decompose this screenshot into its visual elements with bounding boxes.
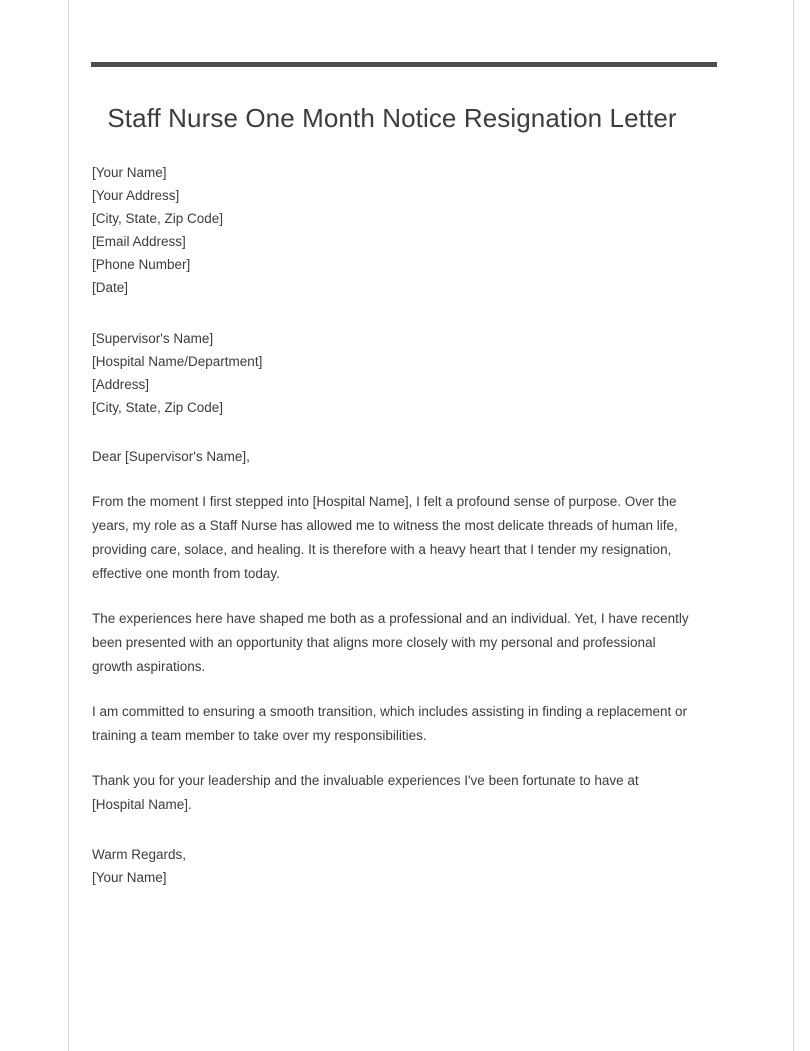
closing-salutation: Warm Regards, — [92, 847, 187, 862]
signature-name: [Your Name] — [92, 870, 167, 885]
body-paragraph-2: The experiences here have shaped me both as a professional and an individual. Yet, I have recently been presented with an opportunity that aligns more closely with my personal and professional growth aspirations. — [92, 611, 689, 674]
page-left-margin-rule — [68, 0, 69, 1051]
salutation: Dear [Supervisor's Name], — [92, 449, 250, 464]
sender-line: [Phone Number] — [92, 257, 191, 272]
recipient-address-block — [92, 327, 692, 419]
closing-block — [92, 843, 692, 889]
recipient-line: [City, State, Zip Code] — [92, 400, 224, 415]
header-divider-bar — [91, 62, 717, 67]
sender-line: [Your Address] — [92, 188, 180, 203]
recipient-line: [Address] — [92, 377, 150, 392]
document-body — [92, 0, 692, 889]
body-paragraph-1: From the moment I first stepped into [Hospital Name], I felt a profound sense of purpose. Over the years, my role as a Staff Nurse has allowed me to witness the most delicate threads of human life, providing care, solace, and healing. It is therefore with a heavy heart that I tender my resignation, effective one month from today. — [92, 494, 678, 581]
body-paragraph-4: Thank you for your leadership and the invaluable experiences I've been fortunate to have at [Hospital Name]. — [92, 773, 639, 812]
recipient-line: [Supervisor's Name] — [92, 331, 214, 346]
sender-line: [Your Name] — [92, 165, 167, 180]
body-paragraph-3: I am committed to ensuring a smooth transition, which includes assisting in finding a replacement or training a team member to take over my responsibilities. — [92, 704, 688, 743]
recipient-line: [Hospital Name/Department] — [92, 354, 263, 369]
sender-line: [Date] — [92, 280, 129, 295]
page-title: Staff Nurse One Month Notice Resignation Letter — [107, 103, 677, 133]
sender-address-block — [92, 161, 692, 299]
sender-line: [City, State, Zip Code] — [92, 211, 224, 226]
sender-line: [Email Address] — [92, 234, 186, 249]
page-right-margin-rule — [793, 0, 794, 1051]
